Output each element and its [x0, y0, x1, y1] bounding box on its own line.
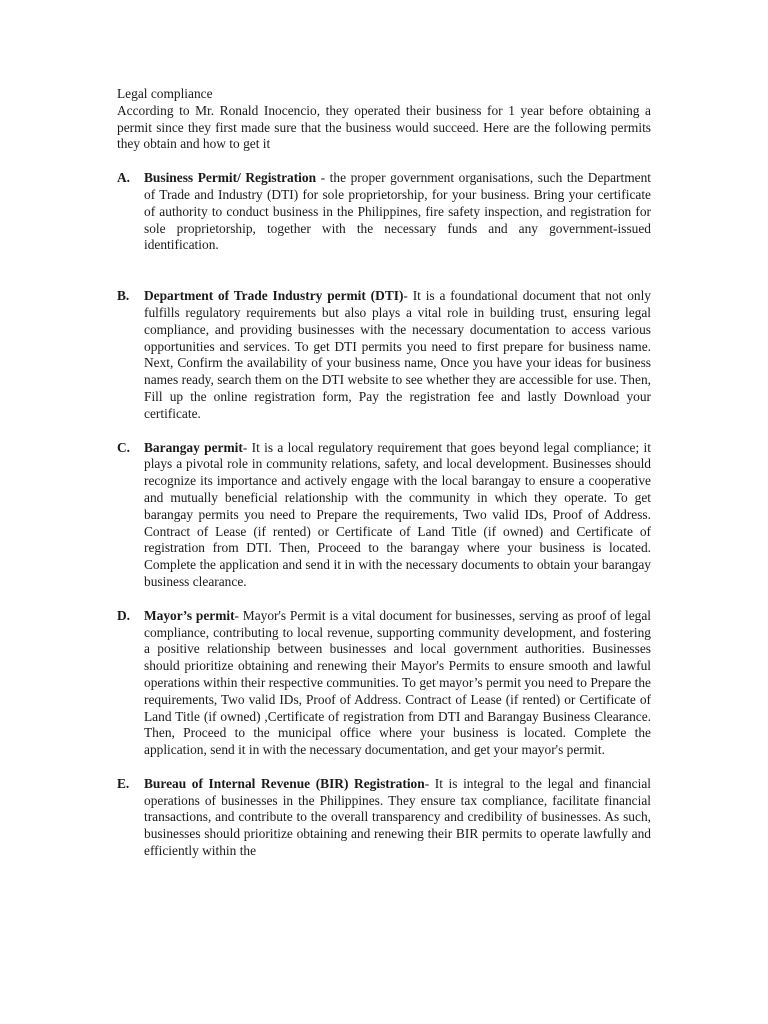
list-item-mayors-permit — [117, 608, 651, 759]
intro-paragraph: According to Mr. Ronald Inocencio, they operated their business for 1 year before obtaining a permit since they first made sure that the business would succeed. Here are the following permits they obtain and how to get it — [117, 102, 651, 152]
item-body: - Mayor's Permit is a vital document for businesses, serving as proof of legal compliance, contributing to local revenue, supporting community development, and fostering a positive relationship between businesses and local government authorities. Businesses should prioritize obtaining and renewing their Mayor's Permits to ensure smooth and lawful operations within their respective communities. To get mayor’s permit you need to Prepare the requirements, Two valid IDs, Proof of Address. Contract of Lease (if rented) or Certificate of Land Title (if owned) ,Certificate of registration from DTI and Barangay Business Clearance. Then, Proceed to the municipal office where your business is located. Complete the application, send it in with the necessary documentation, and get your mayor's permit. — [144, 607, 651, 758]
list-item-dti-permit — [117, 288, 651, 422]
list-marker: A. — [117, 170, 131, 186]
permit-list — [117, 170, 651, 860]
section-heading: Legal compliance — [117, 86, 213, 101]
list-marker: E. — [117, 775, 130, 791]
list-item-bir-registration — [117, 776, 651, 860]
document-page — [117, 86, 651, 860]
item-term: Department of Trade Industry permit (DTI) — [144, 288, 404, 304]
list-marker: D. — [117, 607, 131, 623]
item-term: Bureau of Internal Revenue (BIR) Registration — [144, 775, 425, 791]
item-body: - the proper government organisations, such the Department of Trade and Industry (DTI) for sole proprietorship, for your business. Bring your certificate of authority to conduct business in the Philippines, fire safety inspection, and registration for sole proprietorship, together with the necessary funds and any government-issued identification. — [144, 170, 651, 253]
list-marker: B. — [117, 288, 130, 304]
item-term: Barangay permit — [144, 439, 243, 455]
item-term: Mayor’s permit — [144, 607, 235, 623]
list-marker: C. — [117, 439, 131, 455]
list-item-barangay-permit — [117, 440, 651, 591]
list-item-business-permit — [117, 170, 651, 254]
item-body: - It is a foundational document that not only fulfills regulatory requirements but also plays a vital role in building trust, ensuring legal compliance, and providing businesses with the necessary documentation to access various opportunities and services. To get DTI permits you need to first prepare for business name. Next, Confirm the availability of your business name, Once you have your ideas for business names ready, search them on the DTI website to see whether they are accessible for use. Then, Fill up the online registration form, Pay the registration fee and lastly Download your certificate. — [144, 288, 651, 421]
item-term: Business Permit/ Registration — [144, 170, 317, 186]
item-body: - It is a local regulatory requirement that goes beyond legal compliance; it plays a pivotal role in community relations, safety, and local development. Businesses should recognize its importance and actively engage with the local barangay to ensure a cooperative and mutually beneficial relationship with the community in which they operate. To get barangay permits you need to Prepare the requirements, Two valid IDs, Proof of Address. Contract of Lease (if rented) or Certificate of Land Title (if owned) and Certificate of registration from DTI. Then, Proceed to the barangay where your business is located. Complete the application and send it in with the necessary documents to obtain your barangay business clearance. — [144, 439, 651, 589]
item-body: - It is integral to the legal and financial operations of businesses in the Philippines. They ensure tax compliance, facilitate financial transactions, and contribute to the overall transparency and credibility of businesses. As such, businesses should prioritize obtaining and renewing their BIR permits to operate lawfully and efficiently within the — [144, 775, 651, 859]
